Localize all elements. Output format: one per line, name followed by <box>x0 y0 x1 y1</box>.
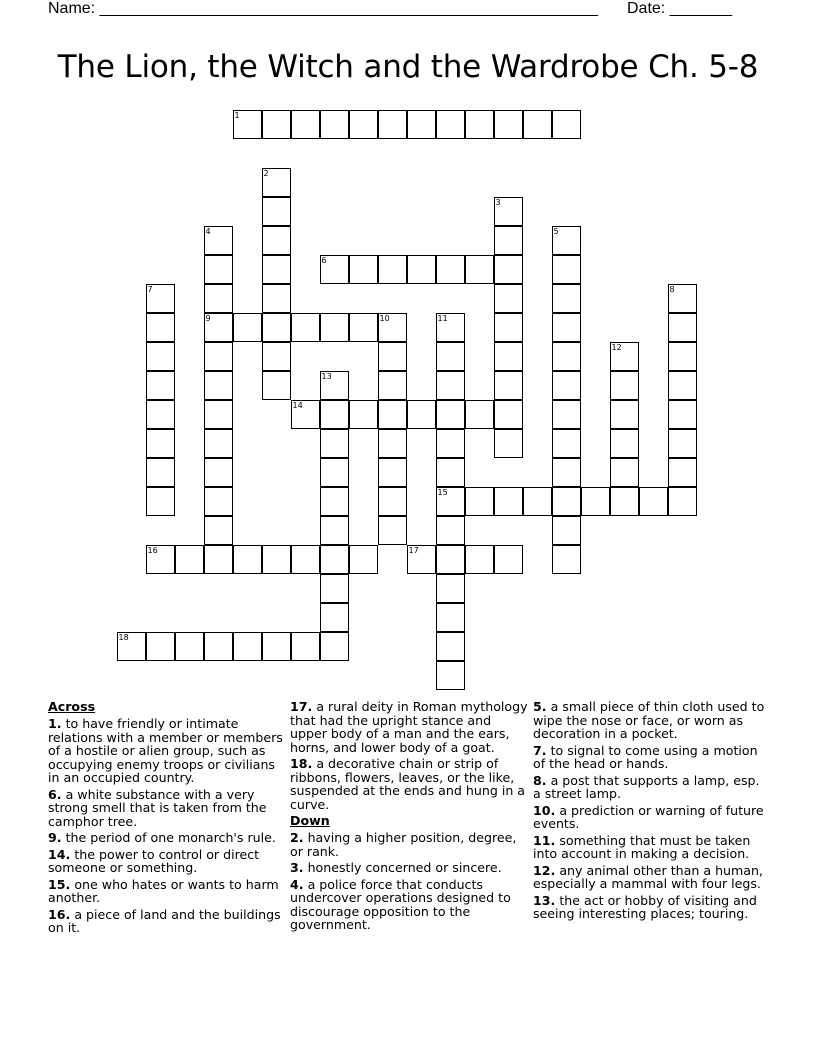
crossword-cell[interactable] <box>320 574 349 603</box>
crossword-cell[interactable] <box>291 313 320 342</box>
name-field[interactable]: Name: ________________________________________________________ <box>48 0 598 17</box>
crossword-cell[interactable] <box>552 110 581 139</box>
crossword-cell[interactable] <box>146 284 175 313</box>
crossword-cell[interactable] <box>436 255 465 284</box>
crossword-cell[interactable] <box>146 313 175 342</box>
crossword-cell[interactable] <box>552 458 581 487</box>
crossword-cell[interactable] <box>204 487 233 516</box>
clue-across-9 <box>48 831 286 845</box>
crossword-cell[interactable] <box>291 545 320 574</box>
crossword-cell[interactable] <box>465 110 494 139</box>
crossword-cell[interactable] <box>320 603 349 632</box>
clue-text: to have friendly or intimate relations with a member or members of a hostile or alien group, such as occupying enemy troops or civilians in an occupied country. <box>48 716 283 785</box>
crossword-cell[interactable] <box>639 487 668 516</box>
crossword-cell[interactable] <box>436 429 465 458</box>
clue-across-6 <box>48 788 286 829</box>
crossword-cell[interactable] <box>262 110 291 139</box>
clue-text: the act or hobby of visiting and seeing interesting places; touring. <box>533 892 757 921</box>
crossword-cell[interactable] <box>668 458 697 487</box>
clue-number-label: 2 <box>263 168 269 178</box>
crossword-cell[interactable] <box>378 429 407 458</box>
crossword-cell[interactable] <box>668 371 697 400</box>
crossword-cell[interactable] <box>407 255 436 284</box>
crossword-cell[interactable] <box>552 371 581 400</box>
crossword-cell[interactable] <box>320 458 349 487</box>
clue-across-14 <box>48 848 286 875</box>
clue-number: 6. <box>48 786 62 802</box>
crossword-cell[interactable] <box>233 313 262 342</box>
crossword-cell[interactable] <box>378 516 407 545</box>
crossword-cell[interactable] <box>610 458 639 487</box>
clue-down-5 <box>533 700 771 741</box>
crossword-cell[interactable] <box>146 371 175 400</box>
crossword-cell[interactable] <box>262 255 291 284</box>
crossword-cell[interactable] <box>320 313 349 342</box>
clue-across-18 <box>290 757 528 811</box>
across-heading: Across <box>48 699 96 714</box>
crossword-cell[interactable] <box>378 342 407 371</box>
crossword-cell[interactable] <box>494 226 523 255</box>
crossword-cell[interactable] <box>407 545 436 574</box>
crossword-cell[interactable] <box>262 168 291 197</box>
crossword-cell[interactable] <box>552 313 581 342</box>
crossword-cell[interactable] <box>320 400 349 429</box>
clue-text: a piece of land and the buildings on it. <box>48 906 281 935</box>
clues-column-3 <box>533 700 771 924</box>
crossword-cell[interactable] <box>610 429 639 458</box>
crossword-cell[interactable] <box>610 371 639 400</box>
crossword-cell[interactable] <box>552 284 581 313</box>
clue-number-label: 7 <box>147 284 153 294</box>
crossword-cell[interactable] <box>465 400 494 429</box>
crossword-cell[interactable] <box>668 342 697 371</box>
crossword-cell[interactable] <box>204 516 233 545</box>
crossword-cell[interactable] <box>436 458 465 487</box>
clue-text: the period of one monarch's rule. <box>65 830 276 845</box>
crossword-cell[interactable] <box>320 632 349 661</box>
clue-number: 7. <box>533 742 547 758</box>
clue-down-3 <box>290 861 528 875</box>
clue-down-13 <box>533 894 771 921</box>
crossword-cell[interactable] <box>204 429 233 458</box>
crossword-cell[interactable] <box>233 632 262 661</box>
crossword-cell[interactable] <box>552 342 581 371</box>
crossword-cell[interactable] <box>204 226 233 255</box>
clue-number: 8. <box>533 772 547 788</box>
crossword-cell[interactable] <box>117 632 146 661</box>
clue-number: 15. <box>48 876 71 892</box>
crossword-cell[interactable] <box>146 632 175 661</box>
crossword-cell[interactable] <box>436 603 465 632</box>
clue-text: any animal other than a human, especially a mammal with four legs. <box>533 862 763 891</box>
crossword-cell[interactable] <box>204 255 233 284</box>
clue-number: 5. <box>533 699 547 714</box>
clue-number-label: 18 <box>118 632 129 642</box>
clue-across-16 <box>48 908 286 935</box>
crossword-cell[interactable] <box>610 400 639 429</box>
crossword-cell[interactable] <box>610 342 639 371</box>
crossword-cell[interactable] <box>146 342 175 371</box>
crossword-cell[interactable] <box>494 284 523 313</box>
crossword-cell[interactable] <box>320 516 349 545</box>
crossword-cell[interactable] <box>552 429 581 458</box>
clue-number: 16. <box>48 906 71 922</box>
crossword-cell[interactable] <box>436 574 465 603</box>
clues-column-2 <box>290 700 528 935</box>
crossword-cell[interactable] <box>378 487 407 516</box>
crossword-cell[interactable] <box>668 429 697 458</box>
crossword-cell[interactable] <box>320 255 349 284</box>
clue-number-label: 9 <box>205 313 211 323</box>
clue-number: 10. <box>533 802 556 818</box>
crossword-cell[interactable] <box>668 400 697 429</box>
crossword-cell[interactable] <box>349 110 378 139</box>
clue-number: 9. <box>48 830 62 845</box>
crossword-cell[interactable] <box>523 487 552 516</box>
clue-number-label: 15 <box>437 487 448 497</box>
crossword-cell[interactable] <box>378 110 407 139</box>
crossword-cell[interactable] <box>262 313 291 342</box>
clue-number-label: 1 <box>234 110 240 120</box>
crossword-cell[interactable] <box>436 487 465 516</box>
clue-number-label: 12 <box>611 342 622 352</box>
crossword-cell[interactable] <box>262 197 291 226</box>
clue-number: 12. <box>533 862 556 878</box>
clue-number-label: 4 <box>205 226 211 236</box>
clue-number-label: 17 <box>408 545 419 555</box>
clue-number: 2. <box>290 830 304 845</box>
clue-number-label: 8 <box>669 284 675 294</box>
crossword-cell[interactable] <box>436 371 465 400</box>
crossword-cell[interactable] <box>291 110 320 139</box>
crossword-cell[interactable] <box>262 226 291 255</box>
clue-down-8 <box>533 774 771 801</box>
page-title: The Lion, the Witch and the Wardrobe Ch. 5-8 <box>57 49 759 85</box>
clue-number-label: 10 <box>379 313 390 323</box>
crossword-cell[interactable] <box>494 197 523 226</box>
crossword-cell[interactable] <box>320 545 349 574</box>
crossword-cell[interactable] <box>320 371 349 400</box>
crossword-cell[interactable] <box>320 487 349 516</box>
crossword-cell[interactable] <box>204 632 233 661</box>
clue-number-label: 16 <box>147 545 158 555</box>
crossword-cell[interactable] <box>349 255 378 284</box>
crossword-cell[interactable] <box>262 371 291 400</box>
crossword-cell[interactable] <box>494 545 523 574</box>
clue-text: a police force that conducts undercover operations designed to discourage opposition to the government. <box>290 876 511 932</box>
crossword-cell[interactable] <box>378 400 407 429</box>
clue-text: to signal to come using a motion of the head or hands. <box>533 742 758 771</box>
crossword-cell[interactable] <box>349 313 378 342</box>
crossword-cell[interactable] <box>175 545 204 574</box>
crossword-cell[interactable] <box>407 400 436 429</box>
clue-text: one who hates or wants to harm another. <box>48 876 279 905</box>
crossword-cell[interactable] <box>233 545 262 574</box>
crossword-cell[interactable] <box>146 400 175 429</box>
clue-text: the power to control or direct someone or something. <box>48 846 260 875</box>
clue-number: 17. <box>290 699 313 714</box>
clue-text: a post that supports a lamp, esp. a street lamp. <box>533 772 760 801</box>
date-field[interactable]: Date: _______ <box>627 0 732 17</box>
crossword-cell[interactable] <box>204 400 233 429</box>
clue-text: having a higher position, degree, or rank. <box>290 830 517 859</box>
clue-down-4 <box>290 878 528 932</box>
clue-down-12 <box>533 864 771 891</box>
crossword-cell[interactable] <box>494 110 523 139</box>
crossword-cell[interactable] <box>233 110 262 139</box>
crossword-cell[interactable] <box>668 313 697 342</box>
crossword-cell[interactable] <box>204 313 233 342</box>
crossword-cell[interactable] <box>407 110 436 139</box>
crossword-cell[interactable] <box>552 226 581 255</box>
crossword-cell[interactable] <box>146 545 175 574</box>
clue-text: a rural deity in Roman mythology that had the upright stance and upper body of a man and the ears, horns, and lower body of a goat. <box>290 699 528 755</box>
clue-down-7 <box>533 744 771 771</box>
crossword-cell[interactable] <box>204 545 233 574</box>
crossword-cell[interactable] <box>378 458 407 487</box>
crossword-cell[interactable] <box>494 371 523 400</box>
crossword-cell[interactable] <box>668 284 697 313</box>
clue-text: a decorative chain or strip of ribbons, flowers, leaves, or the like, suspended at the ends and hung in a curve. <box>290 756 526 812</box>
crossword-cell[interactable] <box>146 487 175 516</box>
crossword-cell[interactable] <box>262 284 291 313</box>
crossword-cell[interactable] <box>436 110 465 139</box>
crossword-cell[interactable] <box>523 110 552 139</box>
crossword-cell[interactable] <box>320 110 349 139</box>
crossword-cell[interactable] <box>436 545 465 574</box>
clue-number-label: 11 <box>437 313 448 323</box>
clue-text: a white substance with a very strong smell that is taken from the camphor tree. <box>48 786 267 829</box>
clues-column-1 <box>48 700 286 938</box>
crossword-cell[interactable] <box>436 342 465 371</box>
crossword-cell[interactable] <box>552 487 581 516</box>
clue-number: 3. <box>290 860 304 875</box>
clue-across-17 <box>290 700 528 754</box>
clue-down-10 <box>533 804 771 831</box>
crossword-cell[interactable] <box>465 487 494 516</box>
crossword-cell[interactable] <box>581 487 610 516</box>
clue-number-label: 5 <box>553 226 559 236</box>
crossword-cell[interactable] <box>436 632 465 661</box>
clue-text: a prediction or warning of future events. <box>533 802 764 831</box>
crossword-cell[interactable] <box>291 632 320 661</box>
clue-number-label: 6 <box>321 255 327 265</box>
clue-number-label: 14 <box>292 400 303 410</box>
crossword-cell[interactable] <box>436 400 465 429</box>
clue-number: 14. <box>48 846 71 862</box>
clue-text: a small piece of thin cloth used to wipe the nose or face, or worn as decoration in a pocket. <box>533 699 765 741</box>
crossword-cell[interactable] <box>349 545 378 574</box>
clue-across-1 <box>48 717 286 785</box>
crossword-cell[interactable] <box>262 342 291 371</box>
crossword-cell[interactable] <box>552 516 581 545</box>
crossword-cell[interactable] <box>552 545 581 574</box>
clue-text: something that must be taken into account in making a decision. <box>533 832 751 861</box>
crossword-cell[interactable] <box>668 487 697 516</box>
clue-number-label: 13 <box>321 371 332 381</box>
crossword-cell[interactable] <box>291 400 320 429</box>
crossword-cell[interactable] <box>349 400 378 429</box>
clue-number: 4. <box>290 876 304 892</box>
crossword-cell[interactable] <box>610 487 639 516</box>
clue-number: 18. <box>290 756 313 771</box>
crossword-cell[interactable] <box>204 342 233 371</box>
clue-number: 11. <box>533 832 556 848</box>
crossword-cell[interactable] <box>494 255 523 284</box>
crossword-cell[interactable] <box>552 400 581 429</box>
crossword-cell[interactable] <box>204 284 233 313</box>
crossword-cell[interactable] <box>262 545 291 574</box>
clue-text: honestly concerned or sincere. <box>307 860 502 875</box>
crossword-cell[interactable] <box>436 661 465 690</box>
crossword-cell[interactable] <box>436 516 465 545</box>
crossword-cell[interactable] <box>465 255 494 284</box>
clue-down-11 <box>533 834 771 861</box>
crossword-cell[interactable] <box>204 458 233 487</box>
clue-number: 13. <box>533 892 556 908</box>
clue-across-15 <box>48 878 286 905</box>
crossword-cell[interactable] <box>436 313 465 342</box>
crossword-cell[interactable] <box>465 545 494 574</box>
crossword-cell[interactable] <box>494 400 523 429</box>
crossword-cell[interactable] <box>378 313 407 342</box>
crossword-cell[interactable] <box>146 458 175 487</box>
crossword-cell[interactable] <box>204 371 233 400</box>
crossword-cell[interactable] <box>175 632 204 661</box>
crossword-cell[interactable] <box>494 342 523 371</box>
clue-number: 1. <box>48 716 62 731</box>
crossword-cell[interactable] <box>262 632 291 661</box>
crossword-cell[interactable] <box>378 371 407 400</box>
crossword-cell[interactable] <box>552 255 581 284</box>
crossword-cell[interactable] <box>494 313 523 342</box>
crossword-cell[interactable] <box>320 429 349 458</box>
crossword-cell[interactable] <box>146 429 175 458</box>
clue-down-2 <box>290 831 528 858</box>
down-heading: Down <box>290 813 330 828</box>
crossword-cell[interactable] <box>378 255 407 284</box>
crossword-cell[interactable] <box>494 429 523 458</box>
crossword-cell[interactable] <box>494 487 523 516</box>
clue-number-label: 3 <box>495 197 501 207</box>
